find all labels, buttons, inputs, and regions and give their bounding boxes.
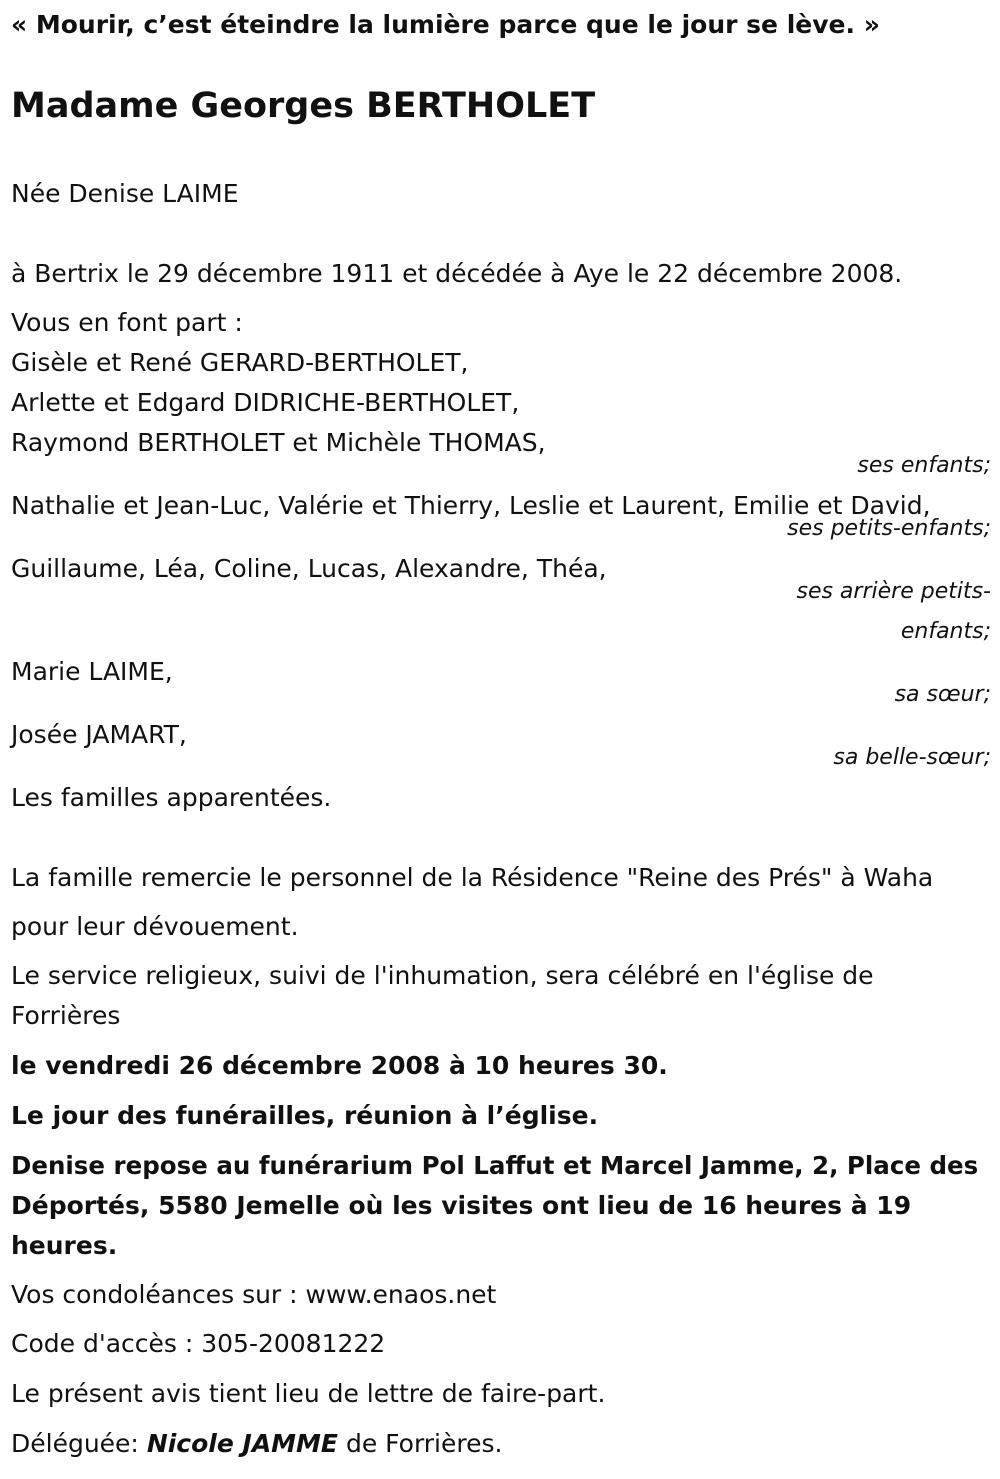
epigraph-quote: « Mourir, c’est éteindre la lumière parce que le jour se lève. »: [11, 10, 880, 39]
sister-in-law-role: sa belle-sœur;: [833, 745, 991, 770]
sister-role: sa sœur;: [894, 682, 991, 707]
child-entry: Gisèle et René GERARD-BERTHOLET,: [11, 348, 469, 377]
delegate-name: Nicole JAMME: [146, 1429, 339, 1458]
deceased-name-title: Madame Georges BERTHOLET: [11, 86, 596, 126]
funeral-home-line: heures.: [11, 1231, 118, 1260]
delegate-label: Déléguée:: [11, 1429, 147, 1458]
birth-death-line: à Bertrix le 29 décembre 1911 et décédée à Aye le 22 décembre 2008.: [11, 259, 903, 288]
thanks-line: La famille remercie le personnel de la Résidence "Reine des Prés" à Waha: [11, 863, 934, 892]
notice-line: Le présent avis tient lieu de lettre de faire-part.: [11, 1379, 606, 1408]
child-entry: Arlette et Edgard DIDRICHE-BERTHOLET,: [11, 388, 520, 417]
grandchildren-role: ses petits-enfants;: [787, 516, 991, 541]
church-meeting: Le jour des funérailles, réunion à l’église.: [11, 1101, 599, 1130]
thanks-line: pour leur dévouement.: [11, 912, 299, 941]
maiden-name: Née Denise LAIME: [11, 179, 239, 208]
great-grandchildren-role: enfants;: [900, 619, 991, 644]
announcement-intro: Vous en font part :: [11, 308, 243, 337]
funeral-home-line: Déportés, 5580 Jemelle où les visites ont lieu de 16 heures à 19: [11, 1191, 912, 1220]
delegate-line: [11, 1429, 991, 1459]
children-role: ses enfants;: [857, 453, 991, 478]
great-grandchildren-role: ses arrière petits-: [796, 579, 991, 604]
service-date: le vendredi 26 décembre 2008 à 10 heures 30.: [11, 1051, 668, 1080]
delegate-place: de Forrières.: [338, 1429, 503, 1458]
service-line: Le service religieux, suivi de l'inhumation, sera célébré en l'église de: [11, 961, 874, 990]
access-code: Code d'accès : 305-20081222: [11, 1329, 386, 1358]
related-families: Les familles apparentées.: [11, 783, 332, 812]
condolences-line: Vos condoléances sur : www.enaos.net: [11, 1280, 497, 1309]
sister-in-law-name: Josée JAMART,: [11, 720, 187, 749]
sister-name: Marie LAIME,: [11, 657, 173, 686]
funeral-home-line: Denise repose au funérarium Pol Laffut et Marcel Jamme, 2, Place des: [11, 1151, 979, 1180]
child-entry: Raymond BERTHOLET et Michèle THOMAS,: [11, 428, 546, 457]
great-grandchildren-list: Guillaume, Léa, Coline, Lucas, Alexandre, Théa,: [11, 554, 607, 583]
service-line: Forrières: [11, 1001, 121, 1030]
grandchildren-list: Nathalie et Jean-Luc, Valérie et Thierry, Leslie et Laurent, Emilie et David,: [11, 491, 931, 520]
